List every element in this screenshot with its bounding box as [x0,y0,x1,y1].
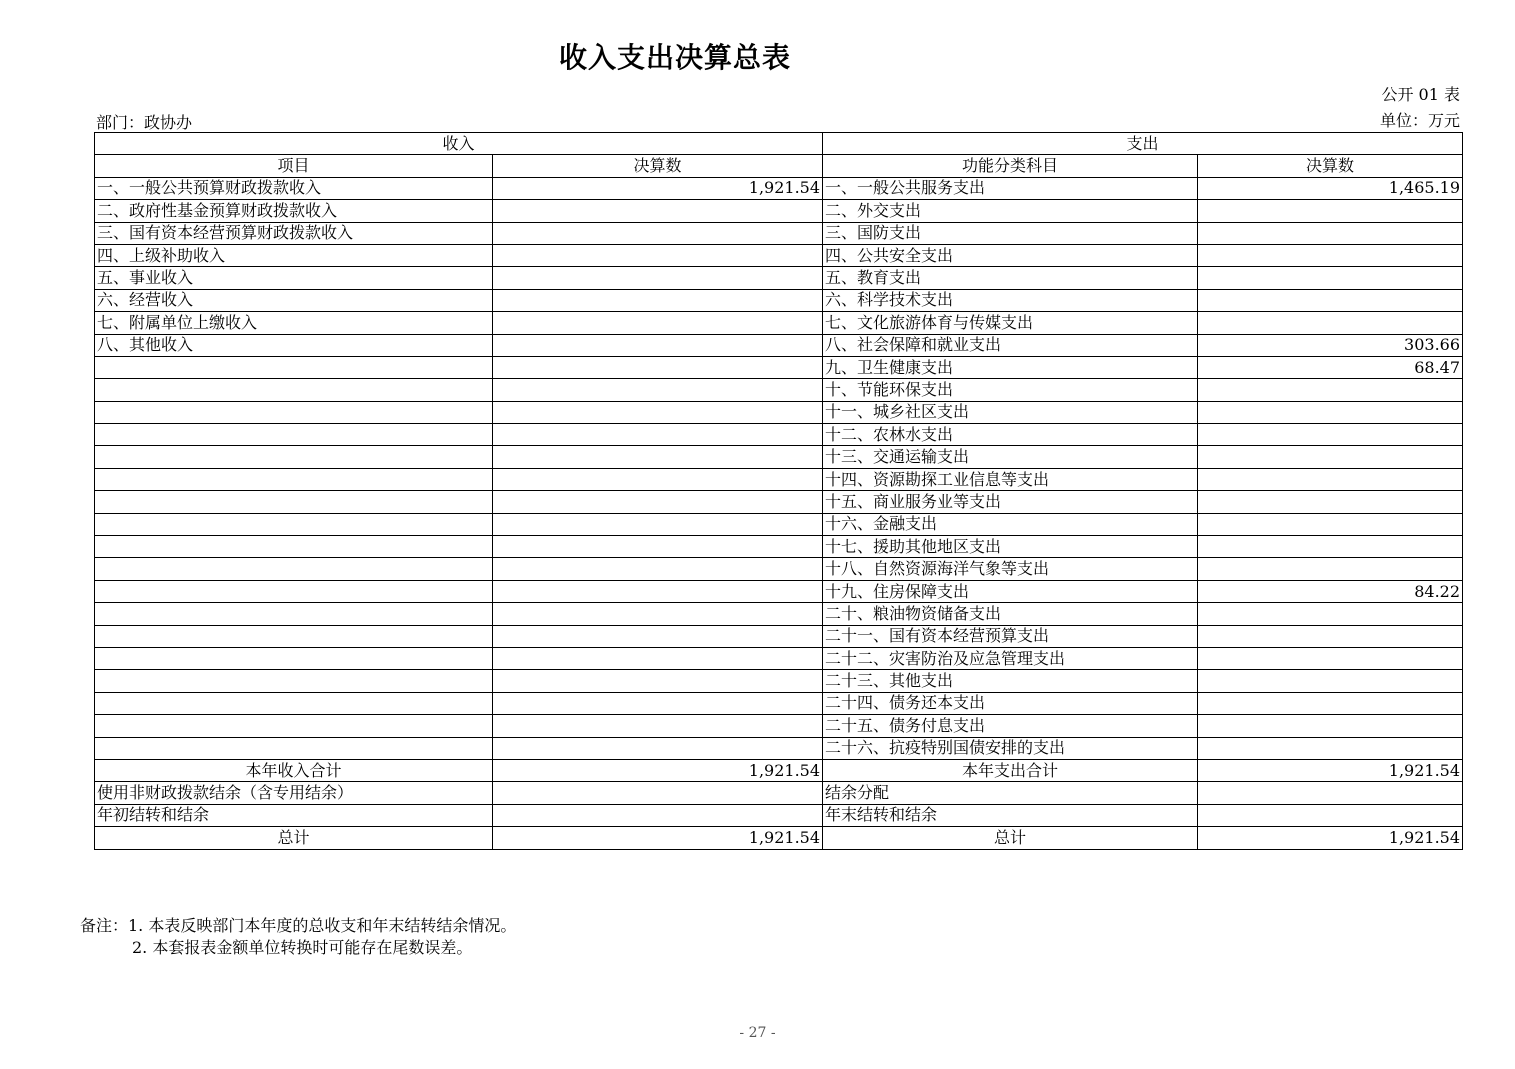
expense-item-value [1198,558,1463,580]
income-item-label: 二、政府性基金预算财政拨款收入 [95,200,493,222]
expense-item-value [1198,401,1463,423]
expense-item-label: 二十三、其他支出 [823,670,1198,692]
expense-item-label: 四、公共安全支出 [823,244,1198,266]
table-row [95,446,1463,468]
income-header: 收入 [95,133,823,155]
table-row [95,603,1463,625]
expense-item-label: 二十五、债务付息支出 [823,715,1198,737]
table-row [95,737,1463,759]
begin-carryover-label: 年初结转和结余 [95,804,493,826]
table-row [95,244,1463,266]
income-item-value: 1,921.54 [493,177,823,199]
expense-item-value [1198,513,1463,535]
expense-item-label: 十八、自然资源海洋气象等支出 [823,558,1198,580]
income-item-value [493,491,823,513]
year-income-total-value: 1,921.54 [493,759,823,781]
year-income-total-label: 本年收入合计 [95,759,493,781]
table-row [95,670,1463,692]
grand-expense-value: 1,921.54 [1198,827,1463,849]
amount-header-expense: 决算数 [1198,155,1463,177]
note-line-1: 备注：1. 本表反映部门本年度的总收支和年末结转结余情况。 [80,916,517,935]
surplus-distribution-label: 结余分配 [823,782,1198,804]
income-item-label [95,715,493,737]
expense-item-value: 1,465.19 [1198,177,1463,199]
income-item-value [493,625,823,647]
income-item-value [493,267,823,289]
expense-item-label: 十一、城乡社区支出 [823,401,1198,423]
table-row [95,424,1463,446]
expense-item-value [1198,491,1463,513]
expense-item-value [1198,670,1463,692]
begin-carryover-value [493,804,823,826]
income-item-value [493,222,823,244]
expense-item-value [1198,267,1463,289]
expense-item-value [1198,468,1463,490]
header-row-section [95,133,1463,155]
table-row [95,580,1463,602]
income-item-label [95,580,493,602]
expense-item-label: 十四、资源勘探工业信息等支出 [823,468,1198,490]
income-item-value [493,200,823,222]
form-number: 公开 01 表 [1381,85,1460,104]
amount-header: 决算数 [493,155,823,177]
income-item-label [95,647,493,669]
income-item-label [95,692,493,714]
income-item-value [493,379,823,401]
expense-item-label: 十六、金融支出 [823,513,1198,535]
income-item-label [95,468,493,490]
income-item-value [493,536,823,558]
table-row [95,558,1463,580]
header-row-columns [95,155,1463,177]
income-item-value [493,401,823,423]
income-item-label: 三、国有资本经营预算财政拨款收入 [95,222,493,244]
expense-item-label: 五、教育支出 [823,267,1198,289]
surplus-distribution-value [1198,782,1463,804]
expense-item-value [1198,424,1463,446]
expense-item-value [1198,737,1463,759]
expense-item-label: 十三、交通运输支出 [823,446,1198,468]
income-item-label: 一、一般公共预算财政拨款收入 [95,177,493,199]
expense-item-value [1198,625,1463,647]
income-item-value [493,424,823,446]
expense-item-label: 三、国防支出 [823,222,1198,244]
income-item-label [95,737,493,759]
income-item-value [493,558,823,580]
expense-item-label: 二十四、债务还本支出 [823,692,1198,714]
expense-item-label: 二十一、国有资本经营预算支出 [823,625,1198,647]
grand-income-value: 1,921.54 [493,827,823,849]
income-item-label [95,446,493,468]
page-title: 收入支出决算总表 [558,41,791,74]
income-item-value [493,356,823,378]
expense-item-label: 十、节能环保支出 [823,379,1198,401]
table-row [95,692,1463,714]
table-row [95,267,1463,289]
income-item-value [493,737,823,759]
carryover-row [95,804,1463,826]
expense-item-value [1198,647,1463,669]
expense-item-value [1198,379,1463,401]
expense-item-label: 二十、粮油物资储备支出 [823,603,1198,625]
nonfiscal-label: 使用非财政拨款结余（含专用结余） [95,782,493,804]
expense-item-value [1198,200,1463,222]
income-item-label [95,670,493,692]
expense-item-label: 二十六、抗疫特别国债安排的支出 [823,737,1198,759]
expense-item-label: 十二、农林水支出 [823,424,1198,446]
year-expense-total-label: 本年支出合计 [823,759,1198,781]
income-item-label [95,603,493,625]
expense-item-label: 十五、商业服务业等支出 [823,491,1198,513]
grand-expense-label: 总计 [823,827,1198,849]
expense-item-label: 十九、住房保障支出 [823,580,1198,602]
income-item-label: 七、附属单位上缴收入 [95,312,493,334]
department-label: 部门：政协办 [96,113,193,132]
expense-item-value [1198,446,1463,468]
function-category-header: 功能分类科目 [823,155,1198,177]
table-row [95,200,1463,222]
expense-item-value [1198,244,1463,266]
expense-item-label: 七、文化旅游体育与传媒支出 [823,312,1198,334]
income-item-value [493,692,823,714]
table-row [95,625,1463,647]
income-item-label [95,379,493,401]
expense-item-label: 十七、援助其他地区支出 [823,536,1198,558]
income-item-label: 八、其他收入 [95,334,493,356]
income-item-value [493,244,823,266]
nonfiscal-row [95,782,1463,804]
grand-total-row [95,827,1463,849]
income-item-value [493,513,823,535]
year-total-row [95,759,1463,781]
expense-item-value: 303.66 [1198,334,1463,356]
table-row [95,647,1463,669]
expense-item-value [1198,692,1463,714]
nonfiscal-value [493,782,823,804]
income-item-value [493,715,823,737]
table-row [95,222,1463,244]
unit-label: 单位：万元 [1379,111,1460,130]
expense-item-label: 六、科学技术支出 [823,289,1198,311]
income-item-value [493,603,823,625]
end-carryover-label: 年末结转和结余 [823,804,1198,826]
expense-item-label: 二十二、灾害防治及应急管理支出 [823,647,1198,669]
income-item-label [95,558,493,580]
expense-header: 支出 [823,133,1463,155]
table-row [95,491,1463,513]
income-item-label [95,401,493,423]
table-row [95,379,1463,401]
income-item-label [95,424,493,446]
income-item-value [493,312,823,334]
table-row [95,513,1463,535]
income-item-value [493,580,823,602]
expense-item-label: 八、社会保障和就业支出 [823,334,1198,356]
expense-item-value [1198,312,1463,334]
grand-income-label: 总计 [95,827,493,849]
income-item-label [95,536,493,558]
expense-item-value [1198,222,1463,244]
table-row [95,334,1463,356]
income-item-value [493,289,823,311]
expense-item-label: 一、一般公共服务支出 [823,177,1198,199]
income-item-value [493,670,823,692]
income-item-label: 四、上级补助收入 [95,244,493,266]
table-row [95,401,1463,423]
table-row [95,289,1463,311]
table-row [95,536,1463,558]
year-expense-total-value: 1,921.54 [1198,759,1463,781]
table-row [95,312,1463,334]
income-item-label [95,513,493,535]
expense-item-value: 84.22 [1198,580,1463,602]
note-line-2: 2. 本套报表金额单位转换时可能存在尾数误差。 [132,938,473,957]
income-item-label [95,356,493,378]
income-item-label [95,625,493,647]
income-item-label: 五、事业收入 [95,267,493,289]
summary-table [94,132,1463,850]
income-item-value [493,446,823,468]
expense-item-value [1198,715,1463,737]
income-item-value [493,468,823,490]
table-row [95,356,1463,378]
income-item-value [493,334,823,356]
expense-item-value: 68.47 [1198,356,1463,378]
expense-item-value [1198,289,1463,311]
table-row [95,177,1463,199]
income-item-label [95,491,493,513]
expense-item-label: 九、卫生健康支出 [823,356,1198,378]
income-item-label: 六、经营收入 [95,289,493,311]
expense-item-label: 二、外交支出 [823,200,1198,222]
end-carryover-value [1198,804,1463,826]
income-item-value [493,647,823,669]
item-header: 项目 [95,155,493,177]
page-number: - 27 - [739,1025,776,1041]
expense-item-value [1198,603,1463,625]
table-row [95,468,1463,490]
table-row [95,715,1463,737]
notes [80,915,516,959]
expense-item-value [1198,536,1463,558]
